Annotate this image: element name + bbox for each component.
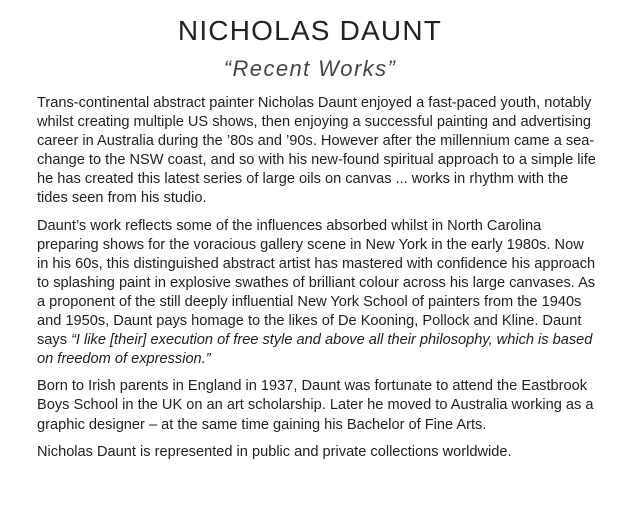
bio-paragraph-intro: Trans-continental abstract painter Nicholas Daunt enjoyed a fast-paced youth, notably whilst creating multiple US shows, then enjoying a successful painting and advertising career in Australia during the ’80s and ’90s. However after the millennium came a sea-change to the NSW coast, and so with his new-found spiritual approach to a simple life he has created this latest series of large oils on canvas ... works in rhythm with the tides seen from his studio. — [37, 95, 596, 207]
page-subtitle: “Recent Works” — [223, 56, 397, 81]
artist-biography — [37, 94, 597, 470]
artist-quote: “I like [their] execution of free style and above all their philosophy, which is based on freedom of expression.” — [37, 332, 593, 368]
bio-paragraph-collections: Nicholas Daunt is represented in public and private collections worldwide. — [37, 443, 512, 460]
bio-paragraph-background: Born to Irish parents in England in 1937, Daunt was fortunate to attend the Eastbrook Boys School in the UK on an art scholarship. Later he moved to Australia working as a graphic designer – at the same time gaining his Bachelor of Fine Arts. — [37, 378, 594, 433]
page-edge-divider — [14, 0, 134, 3]
bio-paragraph-influences — [37, 217, 597, 370]
influences-text: Daunt’s work reflects some of the influences absorbed whilst in North Carolina preparing shows for the voracious gallery scene in New York in the early 1980s. Now in his 60s, this distinguished abstract artist has mastered with confidence his approach to splashing paint in explosive swathes of brilliant colour across his large canvases. As a proponent of the still deeply influential New York School of painters from the 1940s and 1950s, Daunt pays homage to the likes of De Kooning, Pollock and Kline. Daunt says — [37, 217, 596, 349]
page-title: NICHOLAS DAUNT — [177, 15, 443, 46]
